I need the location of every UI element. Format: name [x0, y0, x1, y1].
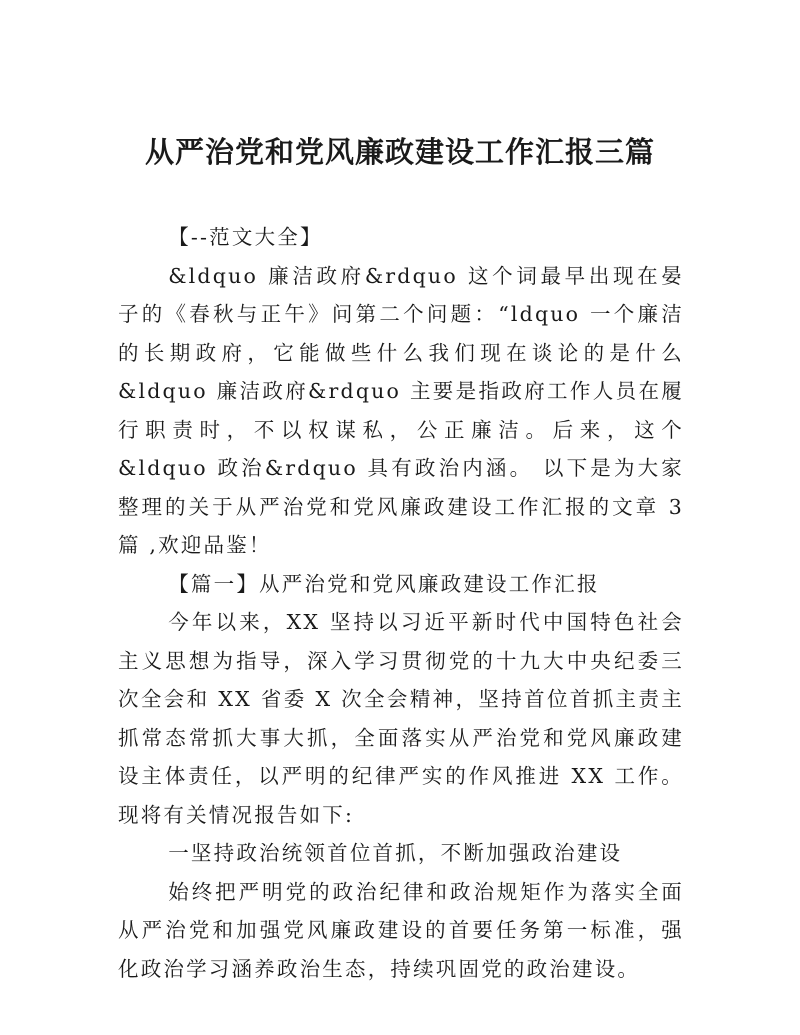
paragraph-subheading: 一坚持政治统领首位首抓，不断加强政治建设 — [168, 841, 623, 865]
paragraph-category-tag: 【--范文大全】 — [168, 225, 323, 249]
paragraph-report-opening: 今年以来，XX 坚持以习近平新时代中国特色社会主义思想为指导，深入学习贯彻党的十九大中央纪委三次全会和 XX 省委 X 次全会精神，坚持首位首抓主责主抓常态常抓大事大抓，全面落实从严治党和党风廉政建设主体责任，以严明的纪律严实的作风推进 XX 工作。现将有关情况报告如下: — [118, 610, 684, 827]
paragraph-section-heading: 【篇一】从严治党和党风廉政建设工作汇报 — [168, 571, 600, 596]
paragraph-intro: &ldquo 廉洁政府&rdquo 这个词最早出现在晏子的《春秋与正午》问第二个问题：“ldquo 一个廉洁的长期政府，它能做些什么我们现在谈论的是什么&ldquo 廉洁政府&rdquo 主要是指政府工作人员在履行职责时，不以权谋私，公正廉洁。后来，这个&ldquo 政治&rdquo 具有政治内涵。 以下是为大家整理的关于从严治党和党风廉政建设工作汇报的文章 3 篇 ,欢迎品鉴！ — [118, 263, 684, 557]
paragraph-political-discipline: 始终把严明党的政治纪律和政治规矩作为落实全面从严治党和加强党风廉政建设的首要任务第一标准，强化政治学习涵养政治生态，持续巩固党的政治建设。 — [118, 879, 684, 981]
document-body — [118, 218, 684, 988]
document-title: 从严治党和党风廉政建设工作汇报三篇 — [144, 135, 655, 169]
